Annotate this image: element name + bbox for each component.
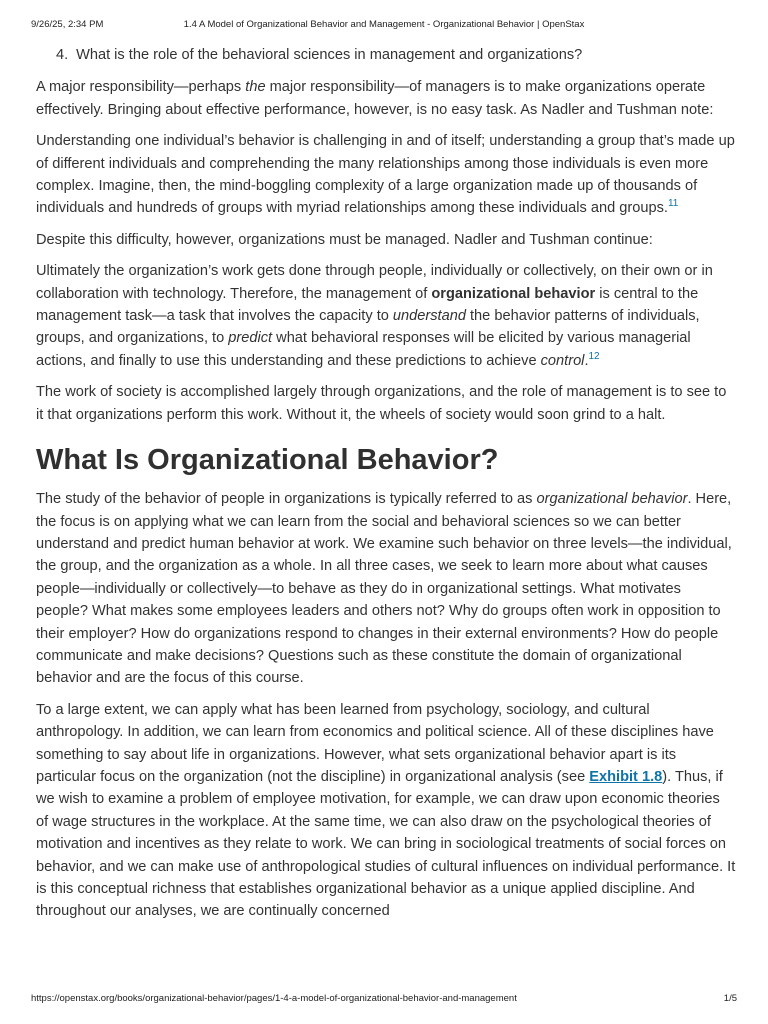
emphasis-text: the bbox=[245, 79, 266, 96]
text-run: what behavioral responses will be elicited by various managerial actions, and finally to use this understanding and these predictions to achieve bbox=[36, 330, 691, 369]
society-paragraph: The work of society is accomplished largely through organizations, and the role of management is to see to it that organizations perform this work. Without it, the wheels of society would soon grind to a halt. bbox=[36, 384, 727, 423]
review-question bbox=[36, 44, 736, 66]
print-header bbox=[31, 19, 737, 33]
emphasis-text: organizational behavior bbox=[536, 491, 688, 508]
footnote-ref bbox=[589, 351, 600, 362]
section-heading: What Is Organizational Behavior? bbox=[36, 444, 499, 477]
print-footer bbox=[31, 993, 737, 1007]
emphasis-text: control bbox=[540, 352, 585, 369]
text-run: is central to the management task—a task that involves the capacity to bbox=[36, 285, 699, 325]
footnote-link[interactable]: 12 bbox=[588, 350, 600, 362]
article-content bbox=[36, 44, 736, 932]
quote-paragraph bbox=[36, 260, 736, 372]
emphasis-text: understand bbox=[392, 308, 466, 325]
text-run: ). Thus, if we wish to examine a problem of employee motivation, for example, we can draw upon economic theories of wage structures in the workplace. At the same time, we can also draw on the psychological theories of motivation and incentives as they relate to work. We can bring in sociological treatments of social forces on behavior, and we can make use of anthropological studies of cultural influences on individual performance. It is this conceptual richness that establishes organizational behavior as a unique applied discipline. And throughout our analyses, we are continually concerned bbox=[36, 768, 736, 920]
text-run: The study of the behavior of people in organizations is typically referred to as bbox=[36, 491, 537, 508]
text-run: Understanding one individual’s behavior is challenging in and of itself; understanding a group that’s made up of different individuals and comprehending the many relationships among those individuals is even more complex. Imagine, then, the mind-boggling complexity of a large organization made up of thousands of individuals and hundreds of groups with myriad relationships among these individuals and groups. bbox=[36, 133, 735, 217]
page-url: https://openstax.org/books/organizational-behavior/pages/1-4-a-model-of-organizational-behavior-and-management bbox=[31, 993, 517, 1004]
text-run: major responsibility—of managers is to make organizations operate effectively. Bringing about effective performance, however, is no easy task. As Nadler and Tushman note: bbox=[36, 79, 714, 118]
definition-paragraph bbox=[36, 488, 736, 690]
text-run: . Here, the focus is on applying what we can learn from the social and behavioral sciences so we can better understand and predict human behavior at work. We examine such behavior on three levels—the individual, the group, and the organization as a whole. In all three cases, we seek to learn more about what causes people—individually or collectively—to behave as they do in organizational settings. What motivates people? What makes some employees leaders and others not? Why do groups often work in opposition to their employer? How do organizations respond to changes in their external environments? How do people communicate and make decisions? Questions such as these constitute the domain of organizational behavior and are the focus of this course. bbox=[36, 491, 732, 687]
text-run: Ultimately the organization’s work gets done through people, individually or collectively, on their own or in collaboration with technology. Therefore, the management of bbox=[36, 263, 713, 302]
transition-paragraph: Despite this difficulty, however, organizations must be managed. Nadler and Tushman continue: bbox=[36, 231, 653, 248]
emphasis-text: predict bbox=[228, 330, 273, 347]
text-run: A major responsibility—perhaps bbox=[36, 79, 246, 96]
question-text: What is the role of the behavioral sciences in management and organizations? bbox=[76, 47, 583, 63]
text-run: To a large extent, we can apply what has been learned from psychology, sociology, and cultural anthropology. In addition, we can learn from economics and political science. All of these disciplines have something to say about life in organizations. However, what sets organizational behavior apart is its particular focus on the organization (not the discipline) in organizational analysis (see bbox=[36, 701, 714, 785]
footnote-link[interactable]: 11 bbox=[667, 198, 679, 210]
text-run: . bbox=[584, 352, 589, 369]
intro-paragraph bbox=[36, 76, 736, 121]
bold-term: organizational behavior bbox=[431, 285, 596, 302]
disciplines-paragraph bbox=[36, 699, 736, 923]
print-page-title: 1.4 A Model of Organizational Behavior and Management - Organizational Behavior | OpenStax bbox=[183, 19, 585, 30]
question-number: 4. bbox=[56, 47, 69, 63]
page-number: 1/5 bbox=[723, 993, 737, 1004]
footnote-ref bbox=[668, 198, 678, 209]
quote-paragraph bbox=[36, 130, 736, 220]
exhibit-link[interactable]: Exhibit 1.8 bbox=[589, 768, 663, 785]
text-run: the behavior patterns of individuals, groups, and organizations, to bbox=[36, 308, 700, 347]
print-date: 9/26/25, 2:34 PM bbox=[31, 19, 104, 30]
